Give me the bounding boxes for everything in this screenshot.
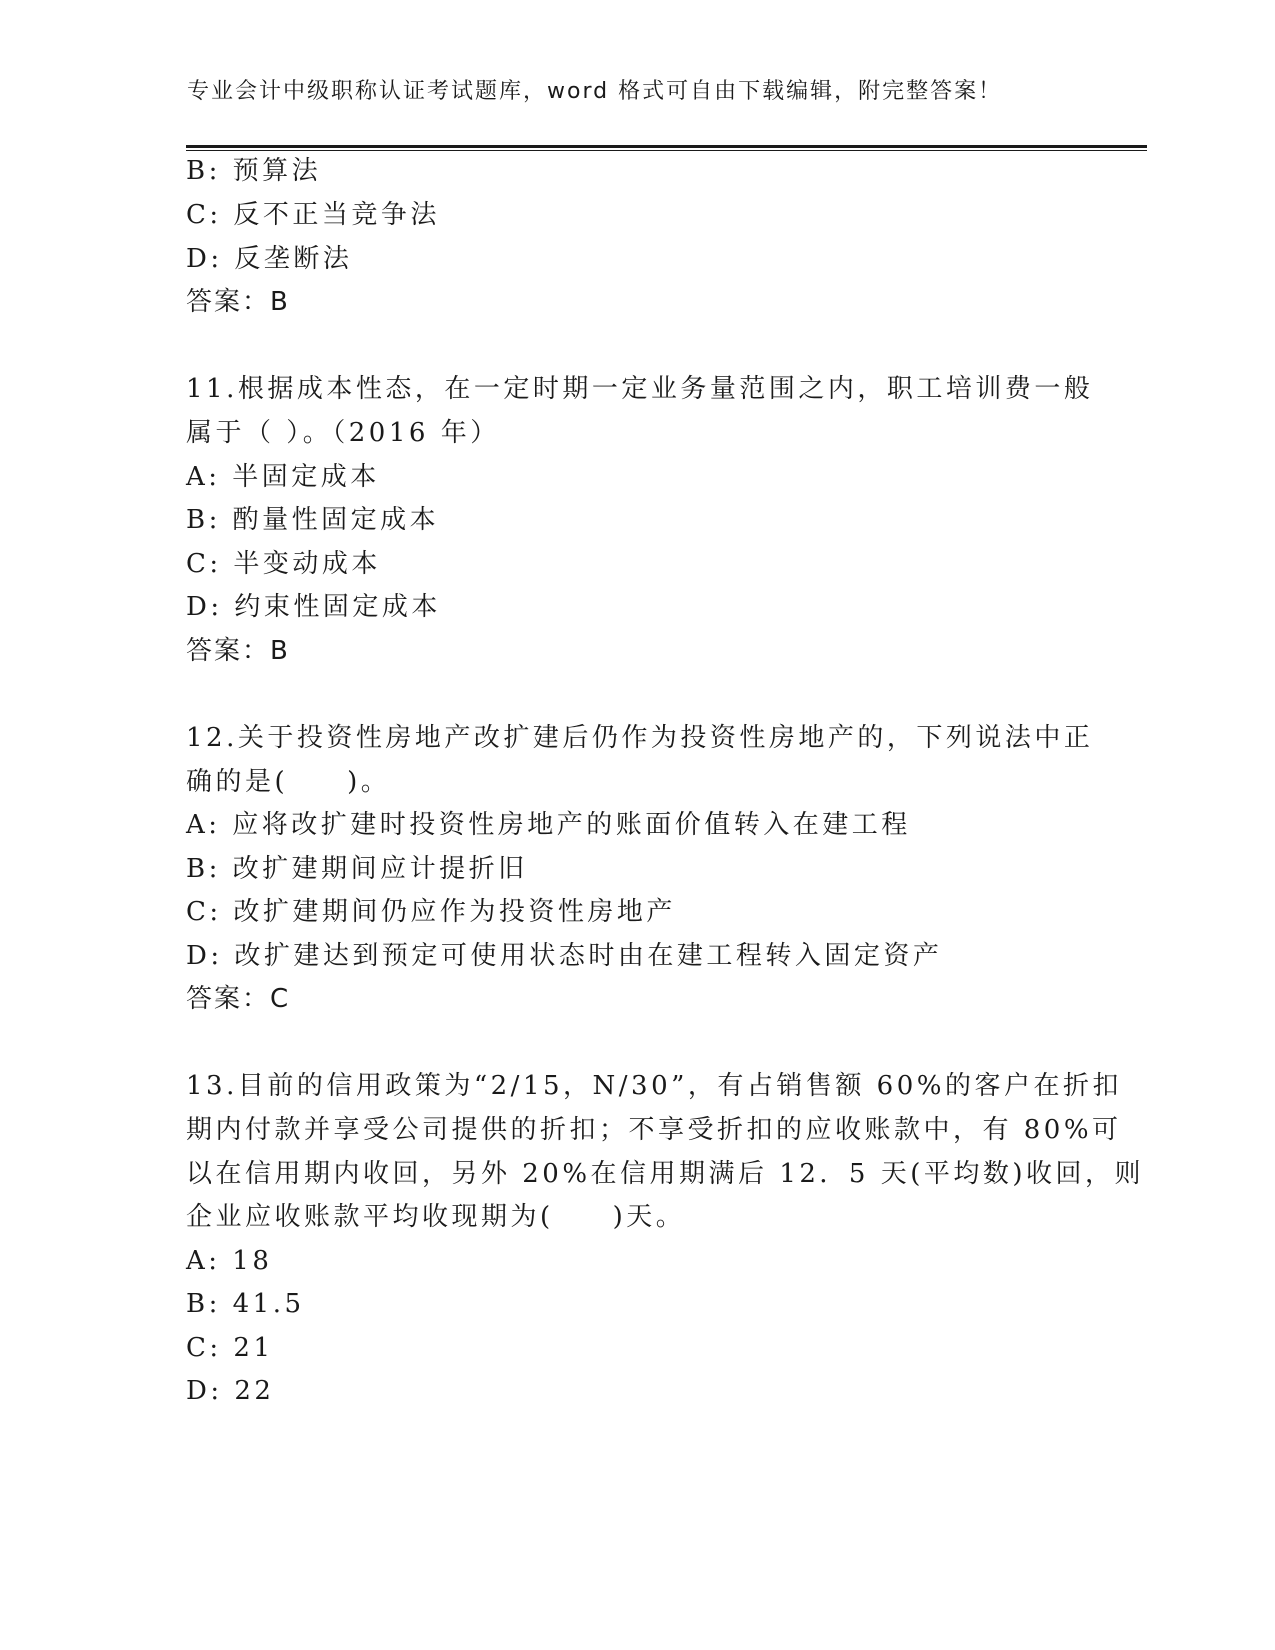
q10-option-b: B: 预算法 — [186, 156, 322, 186]
q11-stem-line2: 属于（ ）。（2016 年） — [186, 418, 500, 448]
q11-option-c: C: 半变动成本 — [186, 549, 381, 579]
q12-option-d: D: 改扩建达到预定可使用状态时由在建工程转入固定资产 — [186, 941, 943, 971]
header-rule-thin — [186, 150, 1147, 151]
q11-answer: 答案：B — [186, 636, 290, 666]
q12-option-a: A: 应将改扩建时投资性房地产的账面价值转入在建工程 — [186, 810, 911, 840]
q10-option-c: C: 反不正当竞争法 — [186, 200, 440, 230]
q11-stem-line1: 11.根据成本性态，在一定时期一定业务量范围之内，职工培训费一般 — [186, 374, 1094, 404]
q13-stem-line2: 期内付款并享受公司提供的折扣；不享受折扣的应收账款中，有 80%可 — [186, 1115, 1122, 1145]
q13-option-a: A: 18 — [186, 1246, 273, 1276]
q11-option-d: D: 约束性固定成本 — [186, 592, 441, 622]
q11-option-a: A: 半固定成本 — [186, 462, 380, 492]
q12-answer: 答案：C — [186, 984, 291, 1014]
q10-answer: 答案：B — [186, 287, 290, 317]
q13-option-c: C: 21 — [186, 1333, 274, 1363]
q13-stem-line1: 13.目前的信用政策为“2/15，N/30”，有占销售额 60%的客户在折扣 — [186, 1071, 1122, 1101]
q10-option-d: D: 反垄断法 — [186, 244, 353, 274]
q12-option-c: C: 改扩建期间仍应作为投资性房地产 — [186, 897, 676, 927]
q13-stem-line4: 企业应收账款平均收现期为( )天。 — [186, 1202, 686, 1232]
q13-option-b: B: 41.5 — [186, 1289, 305, 1319]
q12-stem-line2: 确的是( )。 — [186, 767, 391, 797]
header-rule-thick — [186, 145, 1147, 148]
q12-stem-line1: 12.关于投资性房地产改扩建后仍作为投资性房地产的，下列说法中正 — [186, 723, 1094, 753]
q13-stem-line3: 以在信用期内收回，另外 20%在信用期满后 12．5 天(平均数)收回，则 — [186, 1159, 1144, 1189]
page-header: 专业会计中级职称认证考试题库，word 格式可自由下载编辑，附完整答案！ — [187, 79, 1003, 104]
q13-option-d: D: 22 — [186, 1376, 275, 1406]
q11-option-b: B: 酌量性固定成本 — [186, 505, 440, 535]
q12-option-b: B: 改扩建期间应计提折旧 — [186, 854, 528, 884]
